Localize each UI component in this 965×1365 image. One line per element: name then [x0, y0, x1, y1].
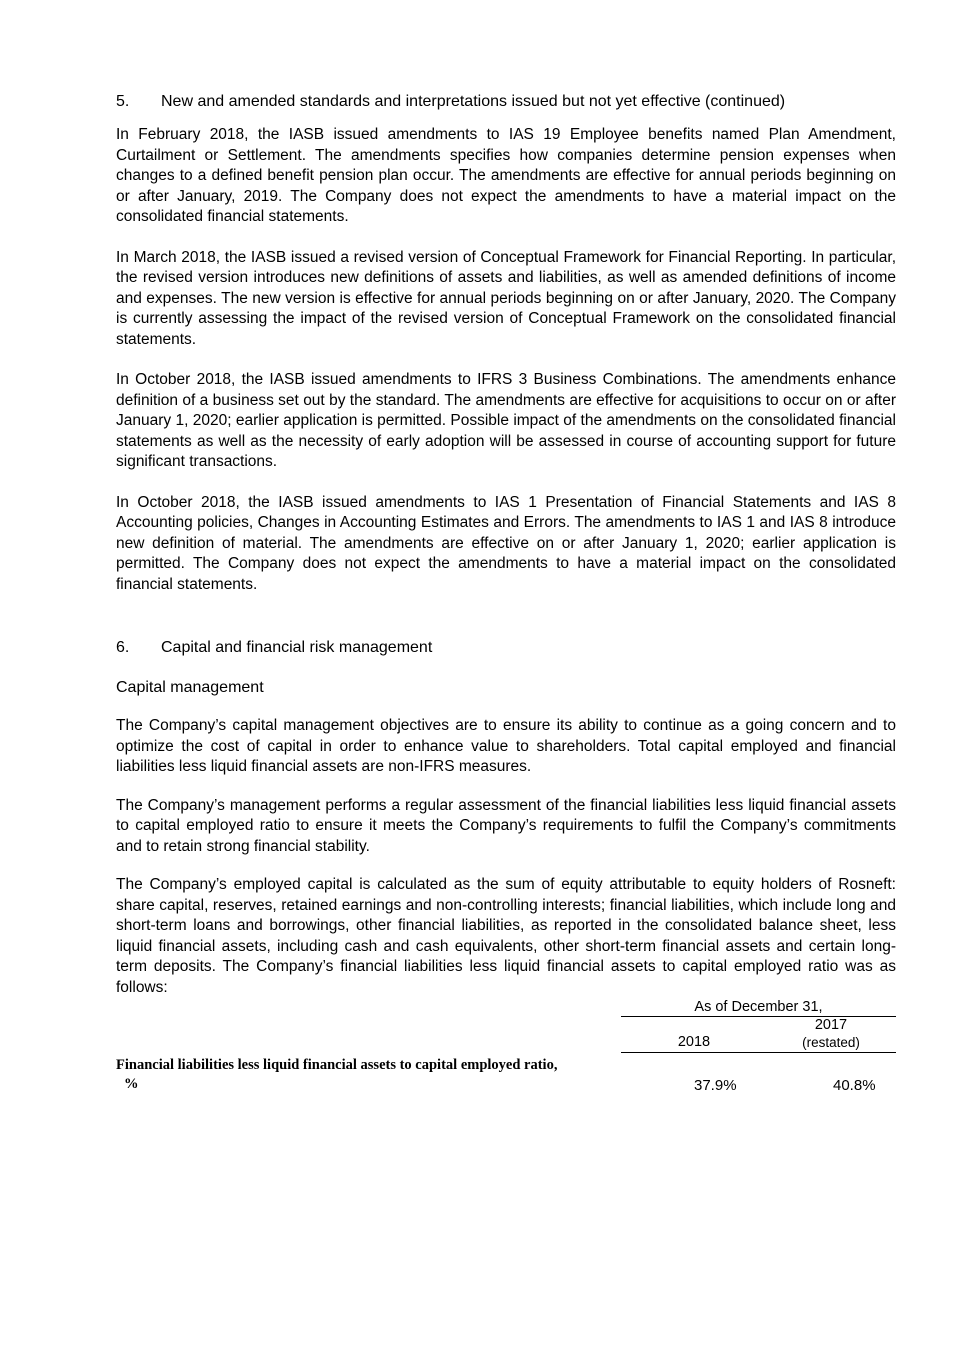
value-2017: 40.8% [833, 1077, 876, 1094]
section-6-number: 6. [116, 639, 130, 656]
document-page [116, 92, 896, 1098]
table-column-headers [621, 1017, 896, 1053]
paragraph-ifrs3: In October 2018, the IASB issued amendments to IFRS 3 Business Combinations. The amendments enhance definition of a business set out by the standard. The amendments are effective for acquisitions to occur on or after January 1, 2020; earlier application is permitted. Possible impact of the amendments on the consolidated financial statements as well as the necessity of early adoption will be assessed in course of accounting support for future significant transactions. [116, 371, 896, 470]
ratio-table [116, 998, 896, 1098]
paragraph-employed-capital: The Company’s employed capital is calculated as the sum of equity attributable to equity holders of Rosneft: share capital, reserves, retained earnings and non-controlling interests; financial liabilities, which include long and short-term loans and borrowings, other financial liabilities, as reported in the consolidated balance sheet, less liquid financial assets, including cash and cash equivalents, other short-term financial assets and certain long-term deposits. The Company’s financial liabilities less liquid financial assets to capital employed ratio was as follows: [116, 876, 896, 996]
paragraph-capital-objectives: The Company’s capital management objectives are to ensure its ability to continue as a going concern and to optimize the cost of capital in order to enhance value to shareholders. Total capital employed and financial liabilities less liquid financial assets are non-IFRS measures. [116, 717, 896, 775]
paragraph-ias1-ias8: In October 2018, the IASB issued amendments to IAS 1 Presentation of Financial Statements and IAS 8 Accounting policies, Changes in Accounting Estimates and Errors. The amendments to IAS 1 and IAS 8 introduce new definition of material. The amendments are effective on or after January 1, 2020; earlier application is permitted. The Company does not expect the amendments to have a material impact on the consolidated financial statements. [116, 493, 896, 593]
paragraph-conceptual-framework: In March 2018, the IASB issued a revised version of Conceptual Framework for Financial Reporting. In particular, the revised version introduces new definitions of assets and liabilities, as well as amended definitions of income and expenses. The new version is effective for annual periods beginning on or after January, 2020. The Company is currently assessing the impact of the revised version of Conceptual Framework on the consolidated financial statements. [116, 248, 896, 348]
section-5-heading [116, 92, 896, 112]
column-header-2017-year: 2017 [814, 1017, 848, 1033]
column-header-2017 [791, 1017, 871, 1051]
row-label-text: Financial liabilities less liquid financial assets to capital employed ratio, [116, 1057, 558, 1073]
paragraph-ias19: In February 2018, the IASB issued amendments to IAS 19 Employee benefits named Plan Amendment, Curtailment or Settlement. The amendments specifies how companies determine pension expenses when changes to a defined benefit pension plan occur. The amendments are effective for annual periods beginning on or after January, 2019. The Company does not expect the amendments to have a material impact on the consolidated financial statements. [116, 126, 896, 225]
section-5-title: New and amended standards and interpretations issued but not yet effective (continued) [161, 93, 786, 110]
table-group-header: As of December 31, [621, 998, 896, 1017]
capital-management-subtitle: Capital management [116, 679, 264, 696]
table-row-label [116, 1056, 616, 1094]
paragraph-management-assessment: The Company’s management performs a regular assessment of the financial liabilities less liquid financial assets to capital employed ratio to ensure it meets the Company’s requirements to fulfil the Company’s commitments and to retain strong financial stability. [116, 796, 896, 855]
row-label-suffix: % [124, 1076, 139, 1092]
value-2018: 37.9% [694, 1077, 737, 1094]
section-5-number: 5. [116, 93, 130, 110]
section-6-title: Capital and financial risk management [161, 639, 433, 656]
section-6-heading [116, 638, 896, 658]
column-header-2017-note: (restated) [802, 1035, 860, 1050]
column-header-2018: 2018 [677, 1034, 711, 1050]
